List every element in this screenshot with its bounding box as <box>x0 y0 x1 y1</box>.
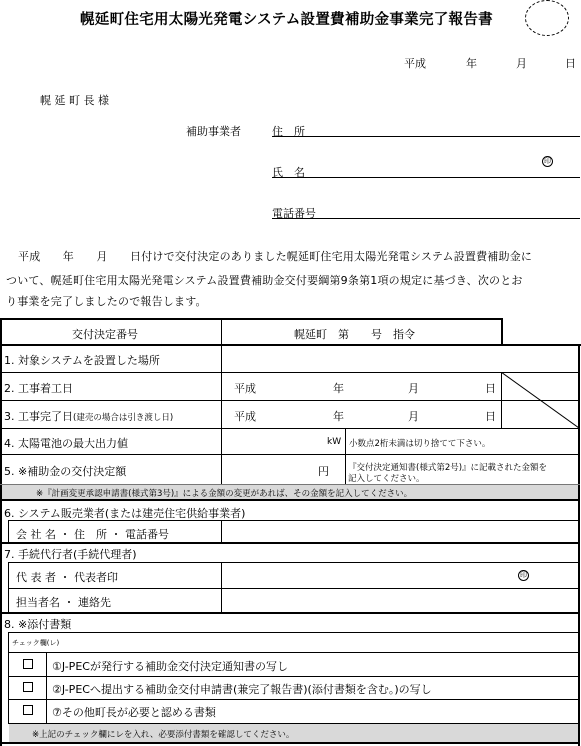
agent-contact-input[interactable] <box>222 589 578 612</box>
addressee: 幌 延 町 長 様 <box>40 94 109 107</box>
address-label: 住 所 <box>272 125 305 138</box>
row-system-vendor: 6. システム販売業者(または建売住宅供給事業者) <box>4 507 246 520</box>
body-line-1: 平成 年 月 日付けで交付決定のありました幌延町住宅用太陽光発電システム設置費補助金に <box>18 250 533 263</box>
name-field[interactable] <box>272 164 580 178</box>
decision-number-value[interactable]: 幌延町 第 号 指令 <box>294 328 415 341</box>
end-date-day: 日 <box>485 410 496 423</box>
grant-amount-note-1: 『交付決定通知書(様式第2号)』に記載された金額を <box>348 463 548 473</box>
attachment-2-label: ②J-PECへ提出する補助金交付申請書(兼完了報告書)(添付書類を含む。)の写し <box>52 683 432 696</box>
attachment-2-checkbox[interactable] <box>23 682 33 692</box>
end-date-month: 月 <box>408 410 419 423</box>
end-date-era: 平成 <box>234 410 256 423</box>
end-date-year: 年 <box>333 410 344 423</box>
row-installation-place: 1. 対象システムを設置した場所 <box>4 354 160 367</box>
date-day: 日 <box>565 57 576 70</box>
address-field[interactable] <box>272 123 580 137</box>
vendor-company-info-label: 会 社 名 ・ 住 所 ・ 電話番号 <box>16 528 169 541</box>
agent-representative-label: 代 表 者 ・ 代表者印 <box>16 571 118 584</box>
check-column-label: チェック欄(レ) <box>12 639 60 647</box>
date-year: 年 <box>466 57 477 70</box>
start-date-year: 年 <box>333 382 344 395</box>
max-output-unit: kW <box>327 437 342 447</box>
applicant-seal-mark: 印 <box>544 157 551 165</box>
document-title: 幌延町住宅用太陽光発電システム設置費補助金事業完了報告書 <box>80 12 493 28</box>
row-construction-start: 2. 工事着工日 <box>4 382 73 395</box>
phone-label: 電話番号 <box>272 207 316 220</box>
row-construction-end-note: (建売の場合は引き渡し日) <box>73 413 174 423</box>
row-max-output: 4. 太陽電池の最大出力値 <box>4 437 128 450</box>
vendor-company-info-input[interactable] <box>222 521 578 542</box>
name-label: 氏 名 <box>272 166 305 179</box>
attachment-footer-note: ※上記のチェック欄にレを入れ、必要添付書類を確認してください。 <box>32 730 295 740</box>
attachment-1-checkbox[interactable] <box>23 659 33 669</box>
row-construction-end: 3. 工事完了日(建売の場合は引き渡し日) <box>4 410 174 423</box>
receipt-stamp-circle <box>525 0 569 36</box>
attachment-3-checkbox[interactable] <box>23 705 33 715</box>
start-date-day: 日 <box>485 382 496 395</box>
applicant-label: 補助事業者 <box>186 125 241 138</box>
phone-field[interactable] <box>272 205 580 219</box>
grant-amount-change-note: ※『計画変更承認申請書(様式第3号)』による金額の変更があれば、その金額を記入してください。 <box>36 489 413 499</box>
attachment-3-label: ⑦その他町長が必要と認める書類 <box>52 706 216 719</box>
grant-amount-note-2: 記入してください。 <box>348 474 425 484</box>
body-line-3: り事業を完了しましたので報告します。 <box>6 295 207 308</box>
body-line-2: ついて、幌延町住宅用太陽光発電システム設置費補助金交付要綱第9条第1項の規定に基づき、次のとお <box>6 274 523 287</box>
installation-place-input[interactable] <box>222 346 578 372</box>
start-date-month: 月 <box>408 382 419 395</box>
start-date-era: 平成 <box>234 382 256 395</box>
date-month: 月 <box>516 57 527 70</box>
row-grant-amount: 5. ※補助金の交付決定額 <box>4 465 127 478</box>
date-era: 平成 <box>404 57 426 70</box>
agent-contact-label: 担当者名 ・ 連絡先 <box>16 596 111 609</box>
row-attachments: 8. ※添付書類 <box>4 618 72 631</box>
decision-number-header: 交付決定番号 <box>72 328 138 341</box>
diagonal-strike <box>501 372 579 428</box>
grant-amount-unit: 円 <box>318 465 329 478</box>
agent-seal-mark: 印 <box>520 571 527 579</box>
row-agent: 7. 手続代行者(手続代理者) <box>4 548 137 561</box>
max-output-note: 小数点2桁未満は切り捨てて下さい。 <box>349 439 491 449</box>
attachment-1-label: ①J-PECが発行する補助金交付決定通知書の写し <box>52 660 288 673</box>
